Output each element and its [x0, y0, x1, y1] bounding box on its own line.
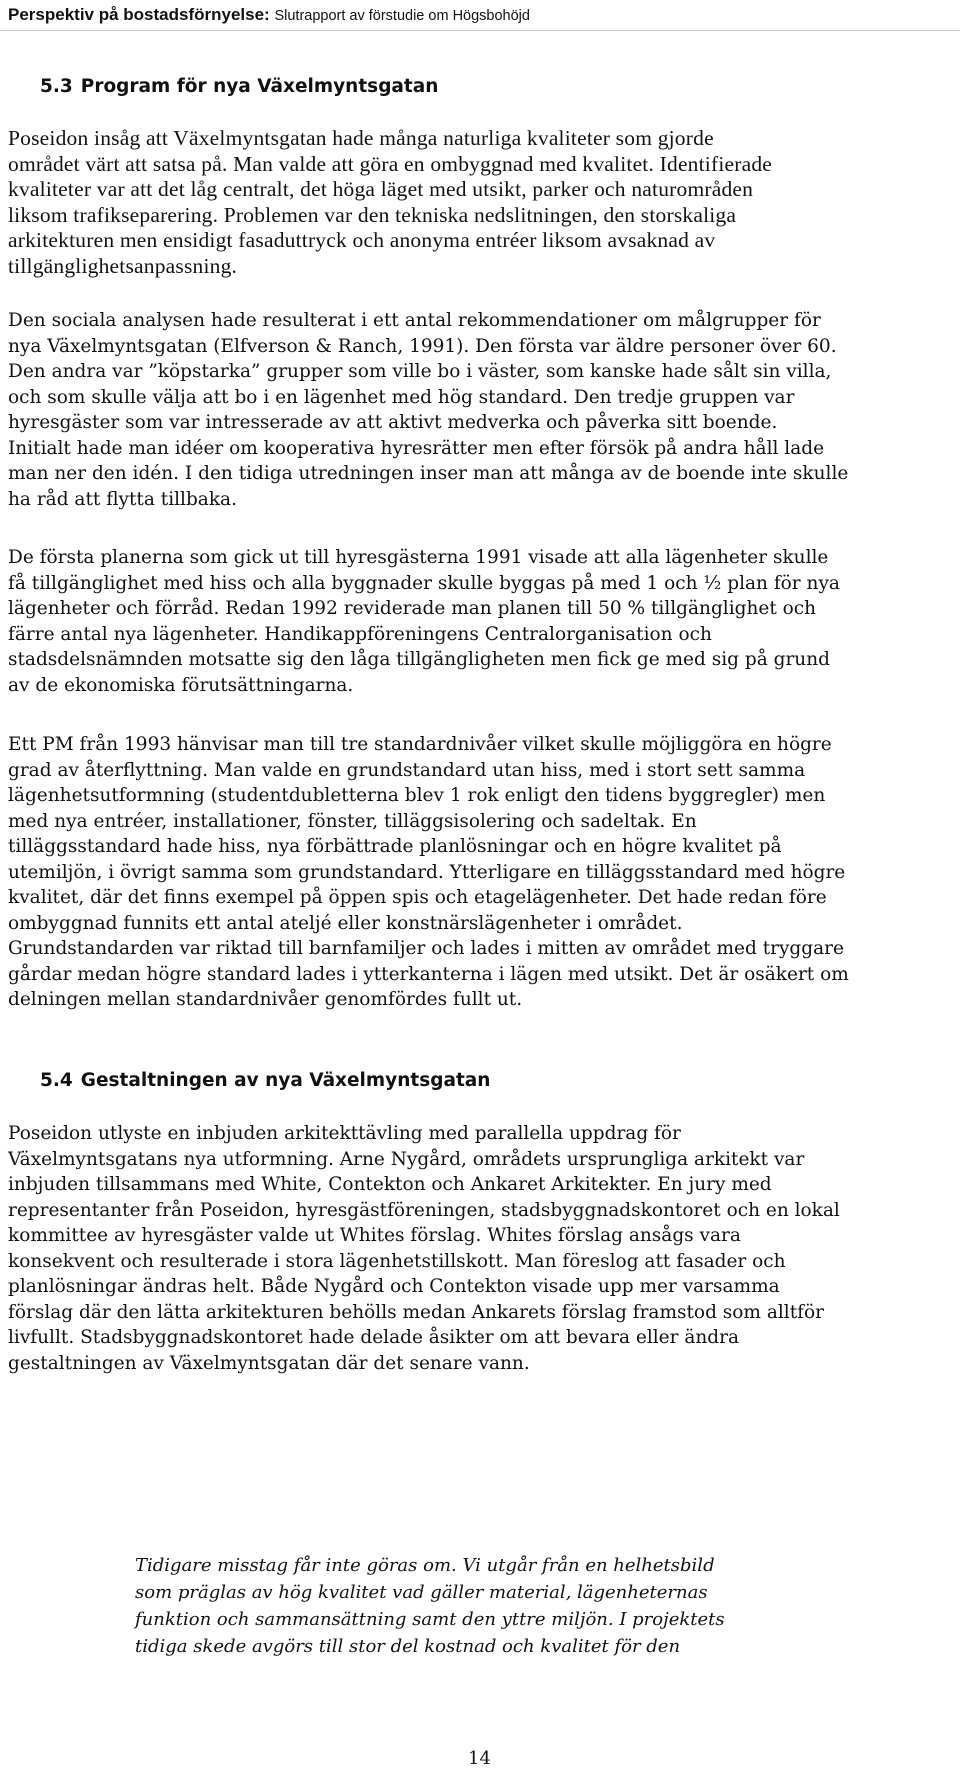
section-title: Gestaltningen av nya Växelmyntsgatan — [80, 1070, 491, 1091]
text-line: man ner den idén. I den tidiga utredningen inser man att många av de boende inte skulle — [8, 463, 849, 484]
text-line: Poseidon insåg att Växelmyntsgatan hade många naturliga kvaliteter som gjorde — [8, 126, 714, 150]
text-line: ombyggnad funnits ett antal ateljé eller konstnärslägenheter i området. — [8, 912, 683, 934]
text-line: Poseidon utlyste en inbjuden arkitekttävling med parallella uppdrag för — [8, 1123, 681, 1144]
quote-line: som präglas av hög kvalitet vad gäller material, lägenheternas — [135, 1582, 708, 1603]
paragraph — [8, 126, 952, 279]
text-line: Växelmyntsgatans nya utformning. Arne Nygård, områdets ursprungliga arkitekt var — [8, 1148, 805, 1170]
text-line: förslag där den lätta arkitekturen behölls medan Ankarets förslag framstod som alltför — [8, 1301, 824, 1323]
text-line: Den sociala analysen hade resulterat i ett antal rekommendationer om målgrupper för — [8, 310, 821, 331]
section-title: Program för nya Växelmyntsgatan — [80, 76, 439, 97]
text-line: lägenhetsutformning (studentdubletterna blev 1 rok enligt den tidens byggregler) men — [8, 785, 826, 806]
running-header — [8, 4, 530, 27]
text-line: Ett PM från 1993 hänvisar man till tre standardnivåer vilket skulle möjliggöra en högre — [8, 734, 832, 755]
text-line: Grundstandarden var riktad till barnfamiljer och lades i mitten av området med tryggare — [8, 938, 844, 959]
quote-line: funktion och sammansättning samt den yttre miljön. I projektets — [135, 1609, 725, 1630]
text-line: De första planerna som gick ut till hyresgästerna 1991 visade att alla lägenheter skulle — [8, 547, 829, 568]
text-line: kvalitet, där det finns exempel på öppen spis och etagelägenheter. Det hade redan före — [8, 887, 827, 908]
text-line: få tillgänglighet med hiss och alla byggnader skulle byggas på med 1 och ½ plan för nya — [8, 572, 840, 594]
text-line: liksom trafikseparering. Problemen var den tekniska nedslitningen, den storskaliga — [8, 202, 737, 227]
text-line: kommittee av hyresgäster valde ut Whites förslag. Whites förslag ansågs vara — [8, 1225, 741, 1246]
text-line: hyresgäster som var intresserade av att aktivt medverka och påverka sitt boende. — [8, 412, 778, 433]
section-number: 5.3 — [40, 76, 73, 97]
text-line: nya Växelmyntsgatan (Elfverson & Ranch, 1991). Den första var äldre personer över 60. — [8, 335, 837, 357]
text-line: tillgänglighetsanpassning. — [8, 253, 238, 278]
paragraph — [8, 1121, 952, 1376]
text-line: planlösningar ändras helt. Både Nygård och Contekton visade upp mer varsamma — [8, 1276, 780, 1297]
text-line: Initialt hade man idéer om kooperativa hyresrätter men efter försök på andra håll lade — [8, 437, 825, 459]
text-line: Den andra var ”köpstarka” grupper som ville bo i väster, som kanske hade sålt sin villa, — [8, 361, 832, 382]
text-line: lägenheter och förråd. Redan 1992 reviderade man planen till 50 % tillgänglighet och — [8, 598, 817, 619]
section-number: 5.4 — [40, 1070, 73, 1091]
quote-line: tidiga skede avgörs till stor del kostnad och kvalitet för den — [135, 1636, 681, 1657]
paragraph — [8, 732, 952, 1013]
text-line: livfullt. Stadsbyggnadskontoret hade delade åsikter om att bevara eller ändra — [8, 1327, 740, 1348]
text-line: och som skulle välja att bo i en lägenhet med hög standard. Den tredje gruppen var — [8, 386, 795, 408]
text-line: tilläggsstandard hade hiss, nya förbättrade planlösningar och en högre kvalitet på — [8, 836, 782, 857]
text-line: av de ekonomiska förutsättningarna. — [8, 674, 354, 696]
text-line: inbjuden tillsammans med White, Contekton och Ankaret Arkitekter. En jury med — [8, 1174, 772, 1195]
text-line: arkitekturen men ensidigt fasaduttryck och anonyma entréer liksom avsaknad av — [8, 228, 716, 252]
header-divider — [0, 30, 960, 31]
text-line: kvaliteter var att det låg centralt, det höga läget med utsikt, parker och naturområden — [8, 177, 754, 201]
text-line: gårdar medan högre standard lades i ytterkanterna i lägen med utsikt. Det är osäkert om — [8, 963, 849, 985]
text-line: området värt att satsa på. Man valde att göra en ombyggnad med kvalitet. Identifierade — [8, 151, 773, 176]
text-line: utemiljön, i övrigt samma som grundstandard. Ytterligare en tilläggsstandard med högre — [8, 861, 846, 883]
quote-line: Tidigare misstag får inte göras om. Vi utgår från en helhetsbild — [135, 1555, 715, 1576]
page-number: 14 — [468, 1748, 491, 1769]
text-line: stadsdelsnämnden motsatte sig den låga tillgängligheten men fick ge med sig på grund — [8, 649, 830, 670]
block-quote — [135, 1552, 835, 1660]
text-line: färre antal nya lägenheter. Handikappföreningens Centralorganisation och — [8, 623, 712, 645]
section-5-3-heading — [40, 75, 438, 99]
text-line: gestaltningen av Växelmyntsgatan där det senare vann. — [8, 1352, 530, 1374]
text-line: ha råd att flytta tillbaka. — [8, 488, 237, 510]
text-line: med nya entréer, installationer, fönster, tilläggsisolering och sadeltak. En — [8, 810, 697, 832]
header-title: Perspektiv på bostadsförnyelse: — [8, 5, 270, 24]
text-line: delningen mellan standardnivåer genomfördes fullt ut. — [8, 989, 523, 1010]
section-5-4-heading — [40, 1069, 490, 1093]
paragraph — [8, 545, 952, 698]
header-subtitle: Slutrapport av förstudie om Högsbohöjd — [274, 8, 530, 24]
text-line: grad av återflyttning. Man valde en grundstandard utan hiss, med i stort sett samma — [8, 759, 806, 781]
text-line: representanter från Poseidon, hyresgästföreningen, stadsbyggnadskontoret och en lokal — [8, 1199, 840, 1221]
paragraph — [8, 308, 952, 512]
text-line: konsekvent och resulterade i stora lägenhetstillskott. Man föreslog att fasader och — [8, 1250, 786, 1272]
